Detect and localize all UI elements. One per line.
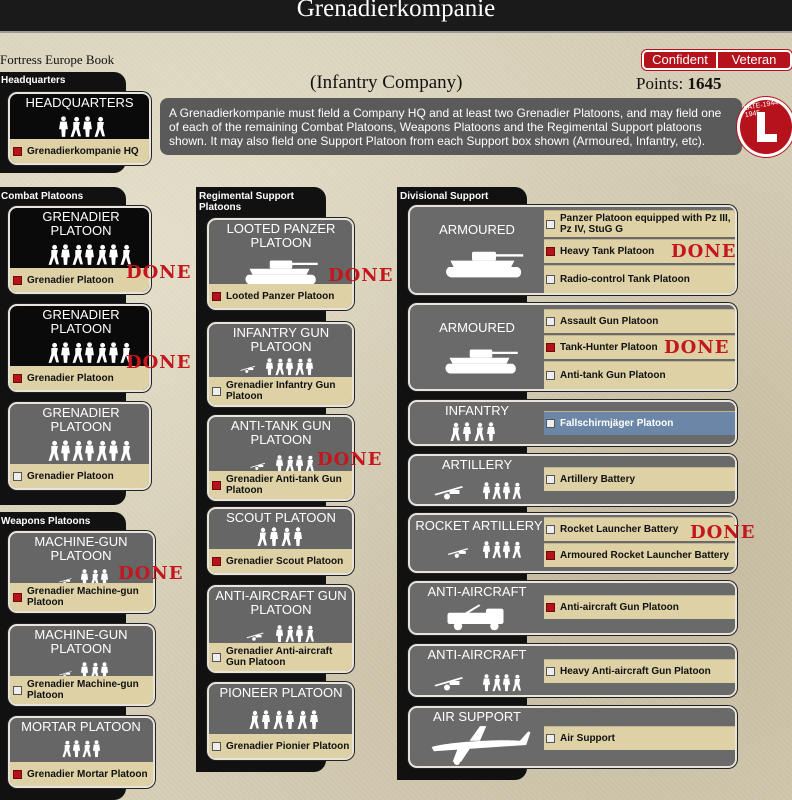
rocket-artillery-support-box: [408, 513, 737, 573]
checkbox[interactable]: [546, 667, 555, 676]
infantry-gun-team-icon: [239, 358, 319, 376]
checkbox[interactable]: [546, 371, 555, 380]
checkbox[interactable]: [546, 247, 555, 256]
company-description: A Grenadierkompanie must field a Company HQ and at least two Grenadier Platoons, and may field one of each of the remaining Combat Platoons, Weapons Platoons and the Regimental Support platoons shown. It may also field one Support Platoon from each Support box shown (Armoured, Infantry, etc).: [160, 98, 742, 155]
option-row[interactable]: [10, 676, 153, 704]
card-title: GRENADIER PLATOON: [42, 209, 120, 238]
option-label: Anti-tank Gun Platoon: [560, 370, 666, 381]
checkbox[interactable]: [13, 593, 22, 602]
option-label: Looted Panzer Platoon: [226, 290, 335, 302]
hq-card[interactable]: [8, 92, 151, 165]
card-title: ANTI-TANK GUN PLATOON: [230, 418, 332, 447]
box-title: ANTI-AIRCRAFT: [427, 584, 527, 599]
checkbox[interactable]: [212, 653, 221, 662]
page-title: Grenadierkompanie: [296, 0, 496, 22]
option-label: Radio-control Tank Platoon: [560, 274, 690, 285]
option-row[interactable]: [10, 762, 153, 786]
points-label: Points:: [636, 74, 684, 93]
anti-aircraft-gun-team-icon: [245, 625, 325, 643]
pioneer-platoon-card[interactable]: [207, 682, 354, 760]
option-label: Grenadier Mortar Platoon: [27, 768, 148, 780]
points-value: 1645: [687, 74, 722, 93]
option-label: Air Support: [560, 733, 615, 744]
checkbox[interactable]: [13, 374, 22, 383]
option-label: Grenadier Platoon: [27, 372, 114, 384]
checkbox[interactable]: [13, 276, 22, 285]
anti-aircraft-truck-icon: [444, 601, 514, 633]
option-label: Armoured Rocket Launcher Battery: [560, 550, 729, 561]
box-title: ANTI-AIRCRAFT: [427, 647, 527, 662]
checkbox[interactable]: [546, 343, 555, 352]
mortar-team-icon: [62, 740, 106, 758]
rating-confident[interactable]: Confident: [652, 52, 708, 67]
option-label: Grenadier Machine-gun Platoon: [27, 679, 139, 701]
grenadier-platoon-card-3[interactable]: [8, 402, 151, 490]
option-label: Grenadier Anti-tank Gun Platoon: [226, 474, 342, 496]
option-label: Heavy Anti-aircraft Gun Platoon: [560, 666, 711, 677]
checkbox[interactable]: [546, 525, 555, 534]
option-row[interactable]: [544, 726, 735, 750]
infantry-support-box: [408, 400, 737, 446]
done-annotation: DONE: [328, 265, 394, 286]
option-row[interactable]: [544, 309, 735, 333]
option-label: Panzer Platoon equipped with Pz III, Pz IV, StuG G: [560, 213, 731, 235]
checkbox[interactable]: [546, 220, 555, 229]
box-title: ROCKET ARTILLERY: [415, 518, 543, 533]
option-label: Grenadier Anti-aircraft Gun Platoon: [226, 646, 333, 668]
card-title: MACHINE-GUN PLATOON: [34, 627, 128, 656]
infantry-silhouette-icon: [249, 710, 321, 730]
mortar-platoon-card[interactable]: [8, 716, 155, 788]
late-war-badge: [737, 97, 792, 157]
done-annotation: DONE: [126, 352, 192, 373]
card-title: HEADQUARTERS: [25, 95, 134, 110]
anti-aircraft-support-box-1: [408, 581, 737, 635]
option-label: Heavy Tank Platoon: [560, 246, 655, 257]
card-title: GRENADIER PLATOON: [42, 405, 120, 434]
l-letter-icon: [757, 112, 777, 142]
checkbox[interactable]: [546, 419, 555, 428]
option-label: Assault Gun Platoon: [560, 316, 659, 327]
checkbox[interactable]: [546, 475, 555, 484]
infantry-silhouette-icon: [257, 527, 307, 547]
grenadier-platoon-card-2[interactable]: [8, 304, 151, 392]
anti-aircraft-gun-platoon-card[interactable]: [207, 585, 354, 673]
option-label: Tank-Hunter Platoon: [560, 342, 658, 353]
option-label: Anti-aircraft Gun Platoon: [560, 602, 679, 613]
done-annotation: DONE: [664, 337, 730, 358]
artillery-gun-icon: [432, 476, 528, 502]
option-row[interactable]: [544, 265, 735, 293]
checkbox[interactable]: [546, 275, 555, 284]
option-row[interactable]: [209, 549, 352, 573]
option-label: Rocket Launcher Battery: [560, 524, 679, 535]
tank-silhouette-icon: [444, 247, 524, 279]
box-title: ARTILLERY: [441, 457, 513, 472]
card-title: MACHINE-GUN PLATOON: [34, 534, 128, 563]
scout-platoon-card[interactable]: [207, 507, 354, 575]
option-row[interactable]: [10, 583, 153, 611]
checkbox[interactable]: [212, 742, 221, 751]
option-row[interactable]: [544, 210, 735, 237]
box-title: INFANTRY: [444, 403, 510, 418]
infantry-silhouette-icon: [58, 116, 106, 138]
rating-veteran[interactable]: Veteran: [716, 52, 790, 68]
card-title: PIONEER PLATOON: [219, 685, 343, 700]
checkbox[interactable]: [13, 686, 22, 695]
option-label: Grenadierkompanie HQ: [27, 145, 139, 157]
title-bar: [0, 0, 792, 33]
done-annotation: DONE: [317, 449, 383, 470]
done-annotation: DONE: [671, 241, 737, 262]
machine-gun-platoon-card-2[interactable]: [8, 624, 155, 706]
regimental-heading: Regimental Support Platoons: [199, 191, 295, 213]
combat-heading: Combat Platoons: [1, 191, 84, 202]
option-row[interactable]: [544, 659, 735, 683]
option-row[interactable]: [209, 377, 352, 405]
badge-text: LATE-1944-1945: [743, 98, 782, 120]
box-title: ARMOURED: [439, 222, 515, 237]
option-label: Grenadier Platoon: [27, 470, 114, 482]
checkbox[interactable]: [546, 603, 555, 612]
box-title: AIR SUPPORT: [433, 709, 521, 724]
infantry-silhouette-icon: [48, 440, 132, 462]
air-support-box: [408, 706, 737, 768]
option-row[interactable]: [544, 411, 735, 435]
infantry-silhouette-icon: [48, 342, 132, 364]
card-title: INFANTRY GUN PLATOON: [232, 325, 330, 354]
infantry-silhouette-icon: [450, 422, 506, 442]
divisional-heading: Divisional Support: [400, 191, 489, 202]
hq-heading: Headquarters: [1, 75, 66, 86]
checkbox[interactable]: [212, 292, 221, 301]
checkbox[interactable]: [546, 734, 555, 743]
checkbox[interactable]: [13, 147, 22, 156]
option-label: Artillery Battery: [560, 474, 636, 485]
card-title: ANTI-AIRCRAFT GUN PLATOON: [215, 588, 347, 617]
infantry-silhouette-icon: [48, 244, 132, 266]
option-row[interactable]: [544, 543, 735, 567]
option-row[interactable]: [209, 471, 352, 499]
option-row[interactable]: [209, 643, 352, 671]
option-label: Grenadier Infantry Gun Platoon: [226, 380, 336, 402]
rating-selector[interactable]: [642, 50, 792, 70]
option-label: Grenadier Machine-gun Platoon: [27, 586, 139, 608]
option-row[interactable]: [10, 464, 149, 488]
card-title: MORTAR PLATOON: [21, 719, 141, 734]
card-title: GRENADIER PLATOON: [42, 307, 120, 336]
card-title: LOOTED PANZER PLATOON: [226, 221, 336, 250]
infantry-gun-platoon-card[interactable]: [207, 322, 354, 407]
done-annotation: DONE: [126, 262, 192, 283]
weapons-heading: Weapons Platoons: [1, 516, 91, 527]
checkbox[interactable]: [546, 317, 555, 326]
book-name: Fortress Europe Book: [0, 52, 115, 67]
option-label: Grenadier Platoon: [27, 274, 114, 286]
checkbox[interactable]: [546, 551, 555, 560]
company-type: (Infantry Company): [310, 72, 463, 93]
done-annotation: DONE: [118, 563, 184, 584]
option-row[interactable]: [544, 361, 735, 389]
option-row[interactable]: [209, 284, 352, 308]
anti-aircraft-support-box-2: [408, 644, 737, 697]
artillery-support-box: [408, 454, 737, 506]
tank-hunter-silhouette-icon: [436, 345, 526, 375]
option-label: Fallschirmjäger Platoon: [560, 418, 674, 429]
tank-silhouette-icon: [239, 256, 323, 286]
done-annotation: DONE: [690, 522, 756, 543]
points-display: [636, 74, 722, 94]
option-row[interactable]: [544, 595, 735, 619]
option-label: Grenadier Scout Platoon: [226, 555, 344, 567]
checkbox[interactable]: [212, 387, 221, 396]
card-title: SCOUT PLATOON: [226, 510, 336, 525]
aircraft-silhouette-icon: [424, 724, 536, 766]
option-row[interactable]: [209, 734, 352, 758]
rocket-launcher-icon: [446, 539, 530, 561]
option-row[interactable]: [10, 139, 149, 163]
checkbox[interactable]: [212, 557, 221, 566]
looted-panzer-platoon-card[interactable]: [207, 218, 354, 310]
box-title: ARMOURED: [439, 320, 515, 335]
checkbox[interactable]: [13, 770, 22, 779]
checkbox[interactable]: [13, 472, 22, 481]
option-row[interactable]: [544, 467, 735, 491]
checkbox[interactable]: [212, 481, 221, 490]
option-label: Grenadier Pionier Platoon: [226, 740, 350, 752]
heavy-anti-aircraft-gun-icon: [432, 662, 532, 696]
